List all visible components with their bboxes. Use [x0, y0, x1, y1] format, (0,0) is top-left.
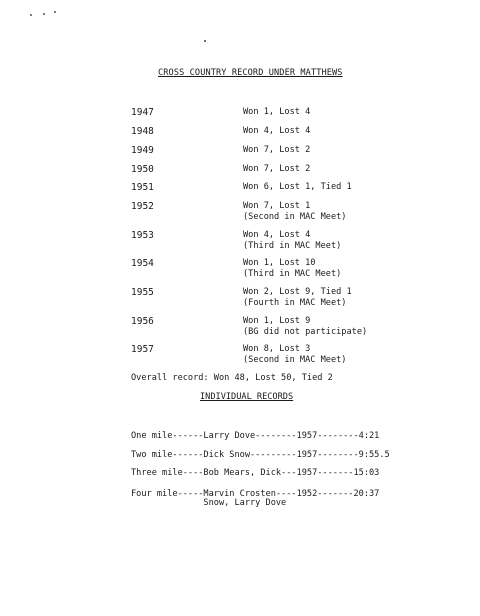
paper-speck: [30, 14, 32, 16]
record-line: One mile------Larry Dove--------1957--------4:21: [131, 431, 380, 441]
season-year: 1951: [131, 182, 154, 193]
season-year: 1956: [131, 316, 154, 327]
season-year: 1947: [131, 107, 154, 118]
season-year: 1955: [131, 287, 154, 298]
result-text: Won 2, Lost 9, Tied 1: [243, 287, 352, 297]
season-result: [243, 316, 367, 338]
overall-record: Overall record: Won 48, Lost 50, Tied 2: [131, 373, 333, 383]
season-result: [243, 164, 310, 175]
result-text: Won 1, Lost 4: [243, 107, 311, 117]
result-text: Won 1, Lost 10: [243, 258, 316, 268]
season-result: [243, 182, 352, 193]
season-result: [243, 230, 341, 252]
result-text: Won 4, Lost 4: [243, 126, 311, 136]
result-note: (Third in MAC Meet): [243, 241, 342, 251]
paper-speck: [43, 13, 45, 15]
result-note: (Third in MAC Meet): [243, 269, 342, 279]
result-text: Won 1, Lost 9: [243, 316, 311, 326]
document-title: CROSS COUNTRY RECORD UNDER MATTHEWS: [158, 68, 343, 78]
record-line-continued: Snow, Larry Dove: [131, 498, 287, 508]
season-result: [243, 145, 310, 156]
result-note: (Second in MAC Meet): [243, 355, 347, 365]
result-text: Won 4, Lost 4: [243, 230, 311, 240]
result-note: (BG did not participate): [243, 327, 368, 337]
season-year: 1954: [131, 258, 154, 269]
paper-speck: [204, 40, 206, 42]
season-year: 1948: [131, 126, 154, 137]
season-result: [243, 201, 346, 223]
individual-records-heading: INDIVIDUAL RECORDS: [200, 392, 294, 402]
record-line: Four mile-----Marvin Crosten----1952-------20:37: [131, 489, 380, 499]
season-year: 1949: [131, 145, 154, 156]
result-text: Won 7, Lost 1: [243, 201, 311, 211]
result-note: (Fourth in MAC Meet): [243, 298, 347, 308]
season-result: [243, 287, 352, 309]
record-row: [131, 469, 379, 519]
result-text: Won 6, Lost 1, Tied 1: [243, 182, 352, 192]
record-line: Two mile------Dick Snow---------1957--------9:55.5: [131, 450, 390, 460]
season-result: [243, 258, 341, 280]
season-result: [243, 126, 310, 137]
result-text: Won 7, Lost 2: [243, 145, 311, 155]
season-year: 1957: [131, 344, 154, 355]
result-text: Won 8, Lost 3: [243, 344, 311, 354]
result-text: Won 7, Lost 2: [243, 164, 311, 174]
season-result: [243, 107, 310, 118]
paper-speck: [54, 11, 56, 13]
season-year: 1950: [131, 164, 154, 175]
record-line: Three mile----Bob Mears, Dick---1957-------15:03: [131, 468, 380, 478]
season-result: [243, 344, 346, 366]
season-year: 1952: [131, 201, 154, 212]
season-year: 1953: [131, 230, 154, 241]
result-note: (Second in MAC Meet): [243, 212, 347, 222]
